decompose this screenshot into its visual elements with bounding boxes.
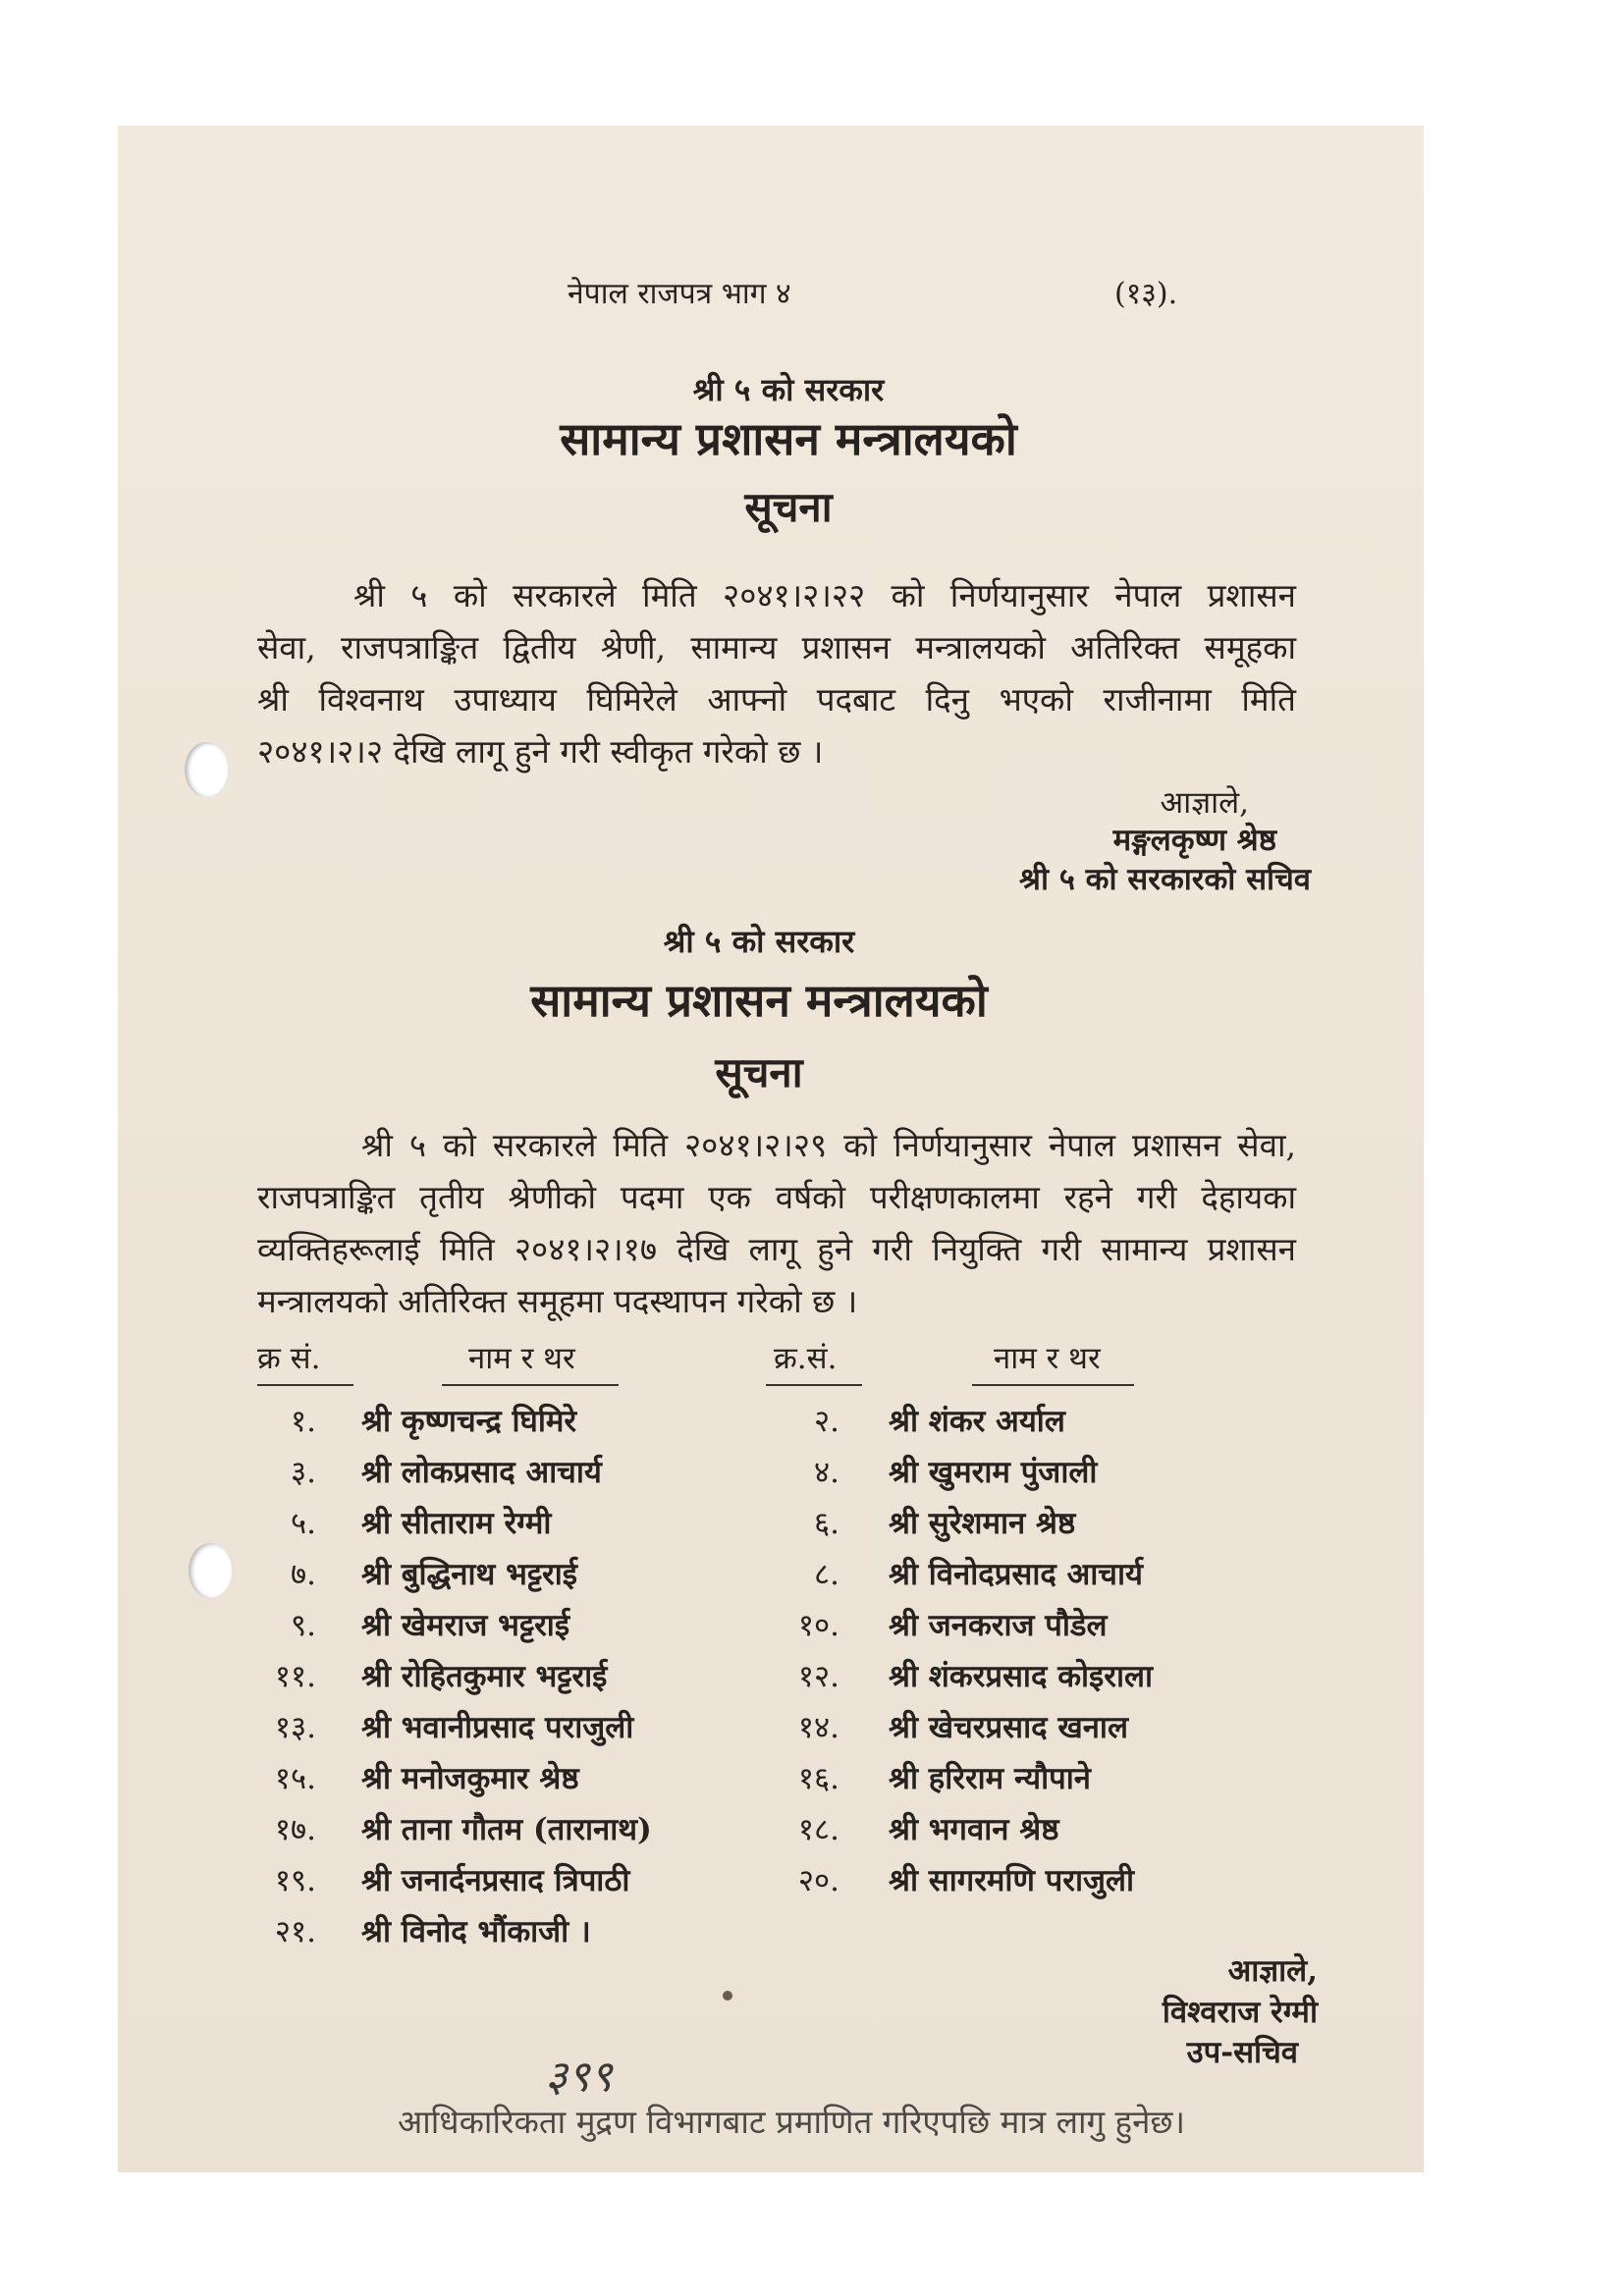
entry-name: श्री सागरमणि पराजुली <box>889 1863 1135 1898</box>
appointee-table <box>257 1396 1296 1957</box>
notice1-line: २०४१।२।२ देखि लागू हुने गरी स्वीकृत गरेको छ । <box>257 732 824 771</box>
entry-name: श्री विनोदप्रसाद आचार्य <box>889 1557 1143 1592</box>
entry-number: १८. <box>797 1812 839 1847</box>
notice1-line: श्री विश्वनाथ उपाध्याय घिमिरेले आफ्नो पदबाट दिनु भएको राजीनामा मिति <box>257 680 1296 719</box>
notice1-signatory-designation: श्री ५ को सरकारको सचिव <box>1019 862 1311 897</box>
notice1-line: श्री ५ को सरकारले मिति २०४१।२।२२ को निर्णयानुसार नेपाल प्रशासन <box>353 576 1296 614</box>
entry-name: श्री रोहितकुमार भट्टराई <box>361 1659 608 1694</box>
entry-number: ८. <box>814 1557 839 1592</box>
entry-number: १२. <box>797 1659 839 1694</box>
entry-number: १५. <box>274 1761 316 1796</box>
header-rule <box>972 1384 1134 1386</box>
entry-name: श्री भगवान श्रेष्ठ <box>889 1812 1059 1847</box>
entry-name: श्री कृष्णचन्द्र घिमिरे <box>361 1404 577 1439</box>
entry-name: श्री खुमराम पुंजाली <box>889 1455 1098 1490</box>
entry-number: ४. <box>814 1455 839 1490</box>
notice2-order-text: आज्ञाले, <box>1227 1953 1318 1989</box>
page-number: (१३). <box>1114 277 1178 311</box>
entry-number: ५. <box>291 1506 316 1541</box>
notice2-line: श्री ५ को सरकारले मिति २०४१।२।२९ को निर्णयानुसार नेपाल प्रशासन सेवा, <box>361 1126 1296 1164</box>
ink-dot <box>723 1991 732 2001</box>
entry-number: ११. <box>274 1659 316 1694</box>
entry-number: १३. <box>274 1710 316 1745</box>
gazette-title: नेपाल राजपत्र भाग ४ <box>568 277 791 311</box>
notice2-line: राजपत्राङ्कित तृतीय श्रेणीको पदमा एक वर्षको परीक्षणकालमा रहने गरी देहायका <box>257 1178 1296 1216</box>
entry-number: २०. <box>797 1863 839 1898</box>
notice1-heading: सूचना <box>744 483 833 531</box>
table-header-serial: क्र.सं. <box>774 1341 838 1376</box>
entry-name: श्री जनकराज पौडेल <box>889 1608 1108 1643</box>
notice1-ministry: सामान्य प्रशासन मन्त्रालयको <box>560 412 1017 465</box>
header-rule <box>257 1384 353 1386</box>
entry-name: श्री सीताराम रेग्मी <box>361 1506 552 1541</box>
entry-name: श्री लोकप्रसाद आचार्य <box>361 1455 602 1490</box>
entry-number: २१. <box>274 1914 316 1949</box>
entry-name: श्री शंकरप्रसाद कोइराला <box>889 1659 1154 1694</box>
entry-number: १९. <box>274 1863 316 1898</box>
entry-name: श्री सुरेशमान श्रेष्ठ <box>889 1506 1076 1541</box>
entry-number: १६. <box>797 1761 839 1796</box>
notice1-government: श्री ५ को सरकार <box>692 371 885 408</box>
entry-number: १०. <box>797 1608 839 1643</box>
notice2-signatory-designation: उप-सचिव <box>1186 2035 1298 2070</box>
notice1-body <box>257 569 1296 777</box>
entry-number: ३. <box>291 1455 316 1490</box>
entry-name: श्री विनोद भौंकाजी । <box>361 1914 591 1949</box>
table-header-name: नाम र थर <box>994 1341 1101 1376</box>
table-header-serial: क्र सं. <box>257 1341 321 1376</box>
punch-hole <box>189 1543 232 1598</box>
notice2-line: व्यक्तिहरूलाई मिति २०४१।२।१७ देखि लागू हुने गरी नियुक्ति गरी सामान्य प्रशासन <box>257 1230 1296 1268</box>
notice2-government: श्री ५ को सरकार <box>663 923 855 960</box>
authenticity-footer: आधिकारिकता मुद्रण विभागबाट प्रमाणित गरिएपछि मात्र लागु हुनेछ। <box>398 2103 1186 2141</box>
header-rule <box>766 1384 862 1386</box>
notice2-ministry: सामान्य प्रशासन मन्त्रालयको <box>530 974 988 1027</box>
notice2-line: मन्त्रालयको अतिरिक्त समूहमा पदस्थापन गरेको छ । <box>257 1282 858 1320</box>
entry-number: २. <box>814 1404 839 1439</box>
entry-number: ९. <box>291 1608 316 1643</box>
notice2-body <box>257 1119 1296 1327</box>
entry-name: श्री शंकर अर्याल <box>889 1404 1065 1439</box>
entry-number: ६. <box>814 1506 839 1541</box>
entry-number: १७. <box>274 1812 316 1847</box>
entry-name: श्री हरिराम न्यौपाने <box>889 1761 1091 1796</box>
entry-name: श्री खेमराज भट्टराई <box>361 1608 570 1643</box>
notice1-signatory-name: मङ्गलकृष्ण श्रेष्ठ <box>1112 823 1276 858</box>
notice2-signatory-name: विश्वराज रेग्मी <box>1162 1995 1318 2030</box>
table-header-name: नाम र थर <box>468 1341 575 1376</box>
handwritten-number: ३९९ <box>545 2052 613 2102</box>
header-rule <box>442 1384 619 1386</box>
notice2-heading: सूचना <box>715 1048 803 1096</box>
entry-name: श्री भवानीप्रसाद पराजुली <box>361 1710 634 1745</box>
punch-hole <box>185 742 228 797</box>
entry-name: श्री मनोजकुमार श्रेष्ठ <box>361 1761 579 1796</box>
entry-number: १४. <box>797 1710 839 1745</box>
entry-name: श्री ताना गौतम (तारानाथ) <box>361 1812 652 1847</box>
notice1-order-text: आज्ञाले, <box>1160 785 1249 821</box>
entry-name: श्री बुद्धिनाथ भट्टराई <box>361 1557 577 1592</box>
entry-name: श्री खेचरप्रसाद खनाल <box>889 1710 1128 1745</box>
entry-number: ७. <box>291 1557 316 1592</box>
entry-number: १. <box>291 1404 316 1439</box>
notice1-line: सेवा, राजपत्राङ्कित द्वितीय श्रेणी, सामान्य प्रशासन मन्त्रालयको अतिरिक्त समूहका <box>257 628 1296 667</box>
entry-name: श्री जनार्दनप्रसाद त्रिपाठी <box>361 1863 630 1898</box>
